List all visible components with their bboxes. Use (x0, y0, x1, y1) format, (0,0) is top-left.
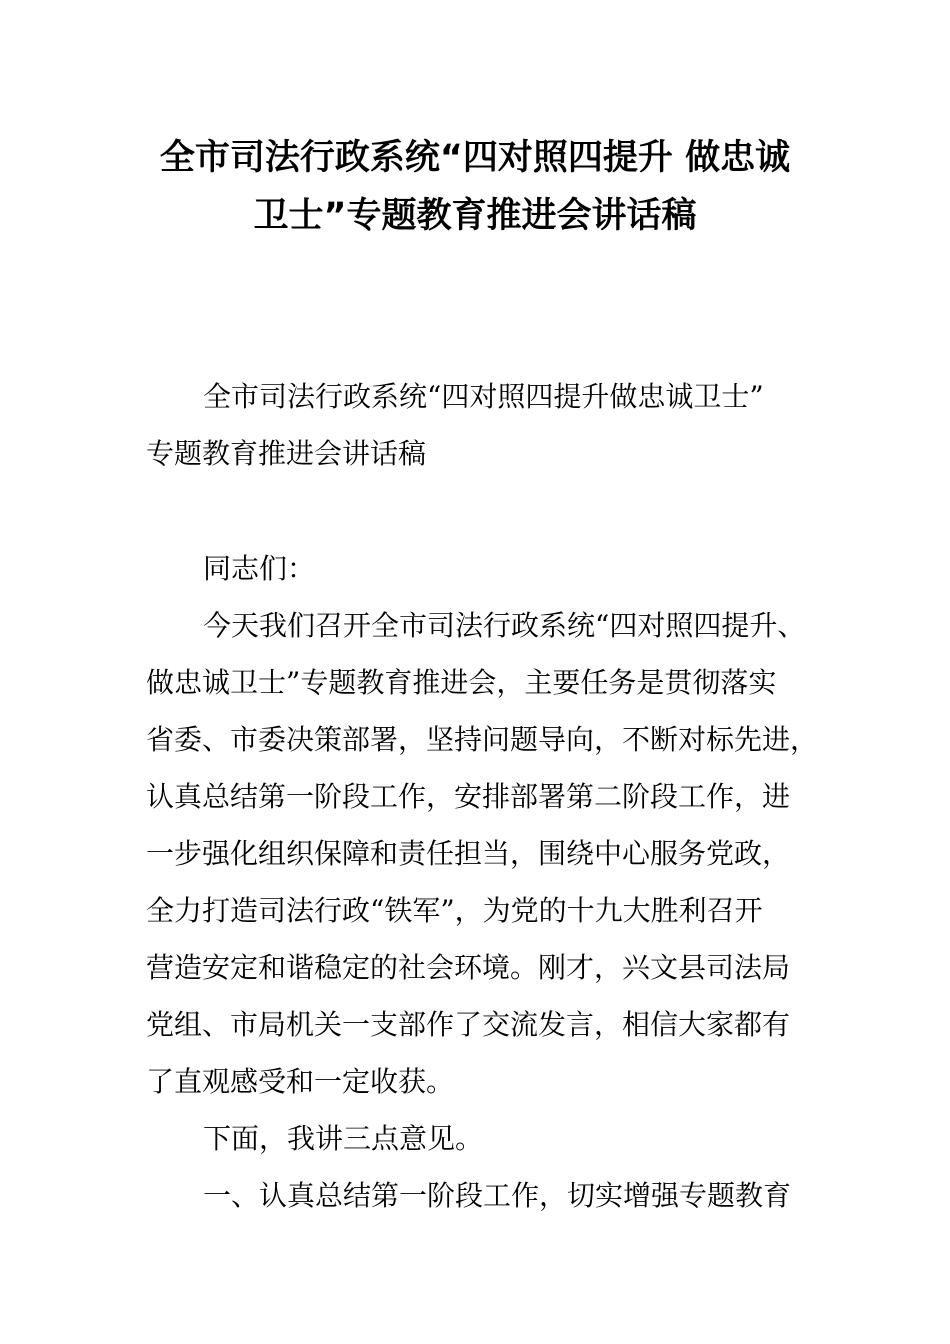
subtitle-line-1: 全市司法行政系统“四对照四提升做忠诚卫士” (203, 380, 764, 413)
paragraph-line: 一步强化组织保障和责任担当，围绕中心服务党政， (146, 837, 791, 870)
paragraph-line: 党组、市局机关一支部作了交流发言，相信大家都有 (146, 1008, 791, 1041)
paragraph-line: 全力打造司法行政“铁军”，为党的十九大胜利召开 (146, 894, 763, 927)
paragraph-line: 认真总结第一阶段工作，安排部署第二阶段工作，进 (146, 780, 791, 813)
section-heading: 一、认真总结第一阶段工作，切实增强专题教育 (203, 1179, 792, 1212)
paragraph-line: 省委、市委决策部署，坚持问题导向，不断对标先进， (146, 723, 819, 756)
paragraph-line: 下面，我讲三点意见。 (203, 1122, 484, 1155)
title-line-1: 全市司法行政系统“四对照四提升 做忠诚 (159, 138, 791, 178)
salutation: 同志们： (203, 552, 316, 585)
paragraph-line: 做忠诚卫士”专题教育推进会，主要任务是贯彻落实 (146, 666, 777, 699)
paragraph-line: 今天我们召开全市司法行政系统“四对照四提升、 (203, 609, 806, 642)
paragraph-line: 了直观感受和一定收获。 (146, 1065, 455, 1098)
title-line-2: 卫士”专题教育推进会讲话稿 (253, 196, 697, 236)
subtitle-line-2: 专题教育推进会讲话稿 (146, 437, 427, 470)
paragraph-line: 营造安定和谐稳定的社会环境。刚才，兴文县司法局 (146, 951, 791, 984)
